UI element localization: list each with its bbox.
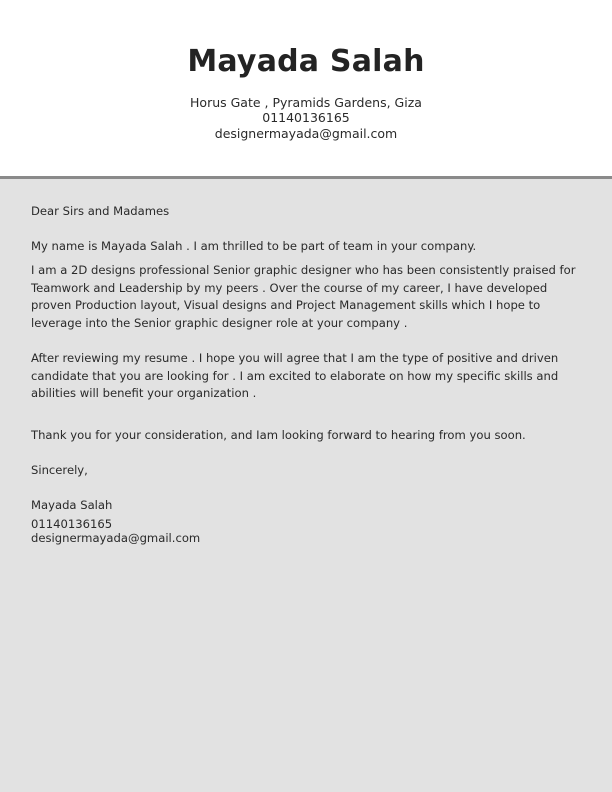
closing: Sincerely,	[31, 463, 88, 477]
resume-paragraph: After reviewing my resume . I hope you will agree that I am the type of positive and driven candidate that you are looking for . I am excited to elaborate on how my specific skills and abilities will benefit your organization .	[31, 351, 559, 401]
letterhead	[0, 0, 612, 176]
signature-email: designermayada@gmail.com	[31, 531, 201, 545]
intro-paragraph: My name is Mayada Salah . I am thrilled to be part of team in your company.	[31, 239, 477, 253]
experience-paragraph: I am a 2D designs professional Senior graphic designer who has been consistently praised for Teamwork and Leadership by my peers . Over the course of my career, I have developed proven Production layout, Visual designs and Project Management skills which I hope to leverage into the Senior graphic designer role at your company .	[31, 263, 576, 331]
sender-email: designermayada@gmail.com	[214, 126, 398, 141]
signature-phone: 01140136165	[31, 517, 113, 531]
sender-phone: 01140136165	[262, 110, 350, 125]
sender-name: Mayada Salah	[187, 44, 425, 79]
thanks-paragraph: Thank you for your consideration, and Iam looking forward to hearing from you soon.	[31, 428, 526, 442]
salutation: Dear Sirs and Madames	[31, 204, 170, 218]
sender-address: Horus Gate , Pyramids Gardens, Giza	[190, 95, 422, 110]
header-divider	[0, 176, 612, 179]
signature-name: Mayada Salah	[31, 498, 113, 512]
